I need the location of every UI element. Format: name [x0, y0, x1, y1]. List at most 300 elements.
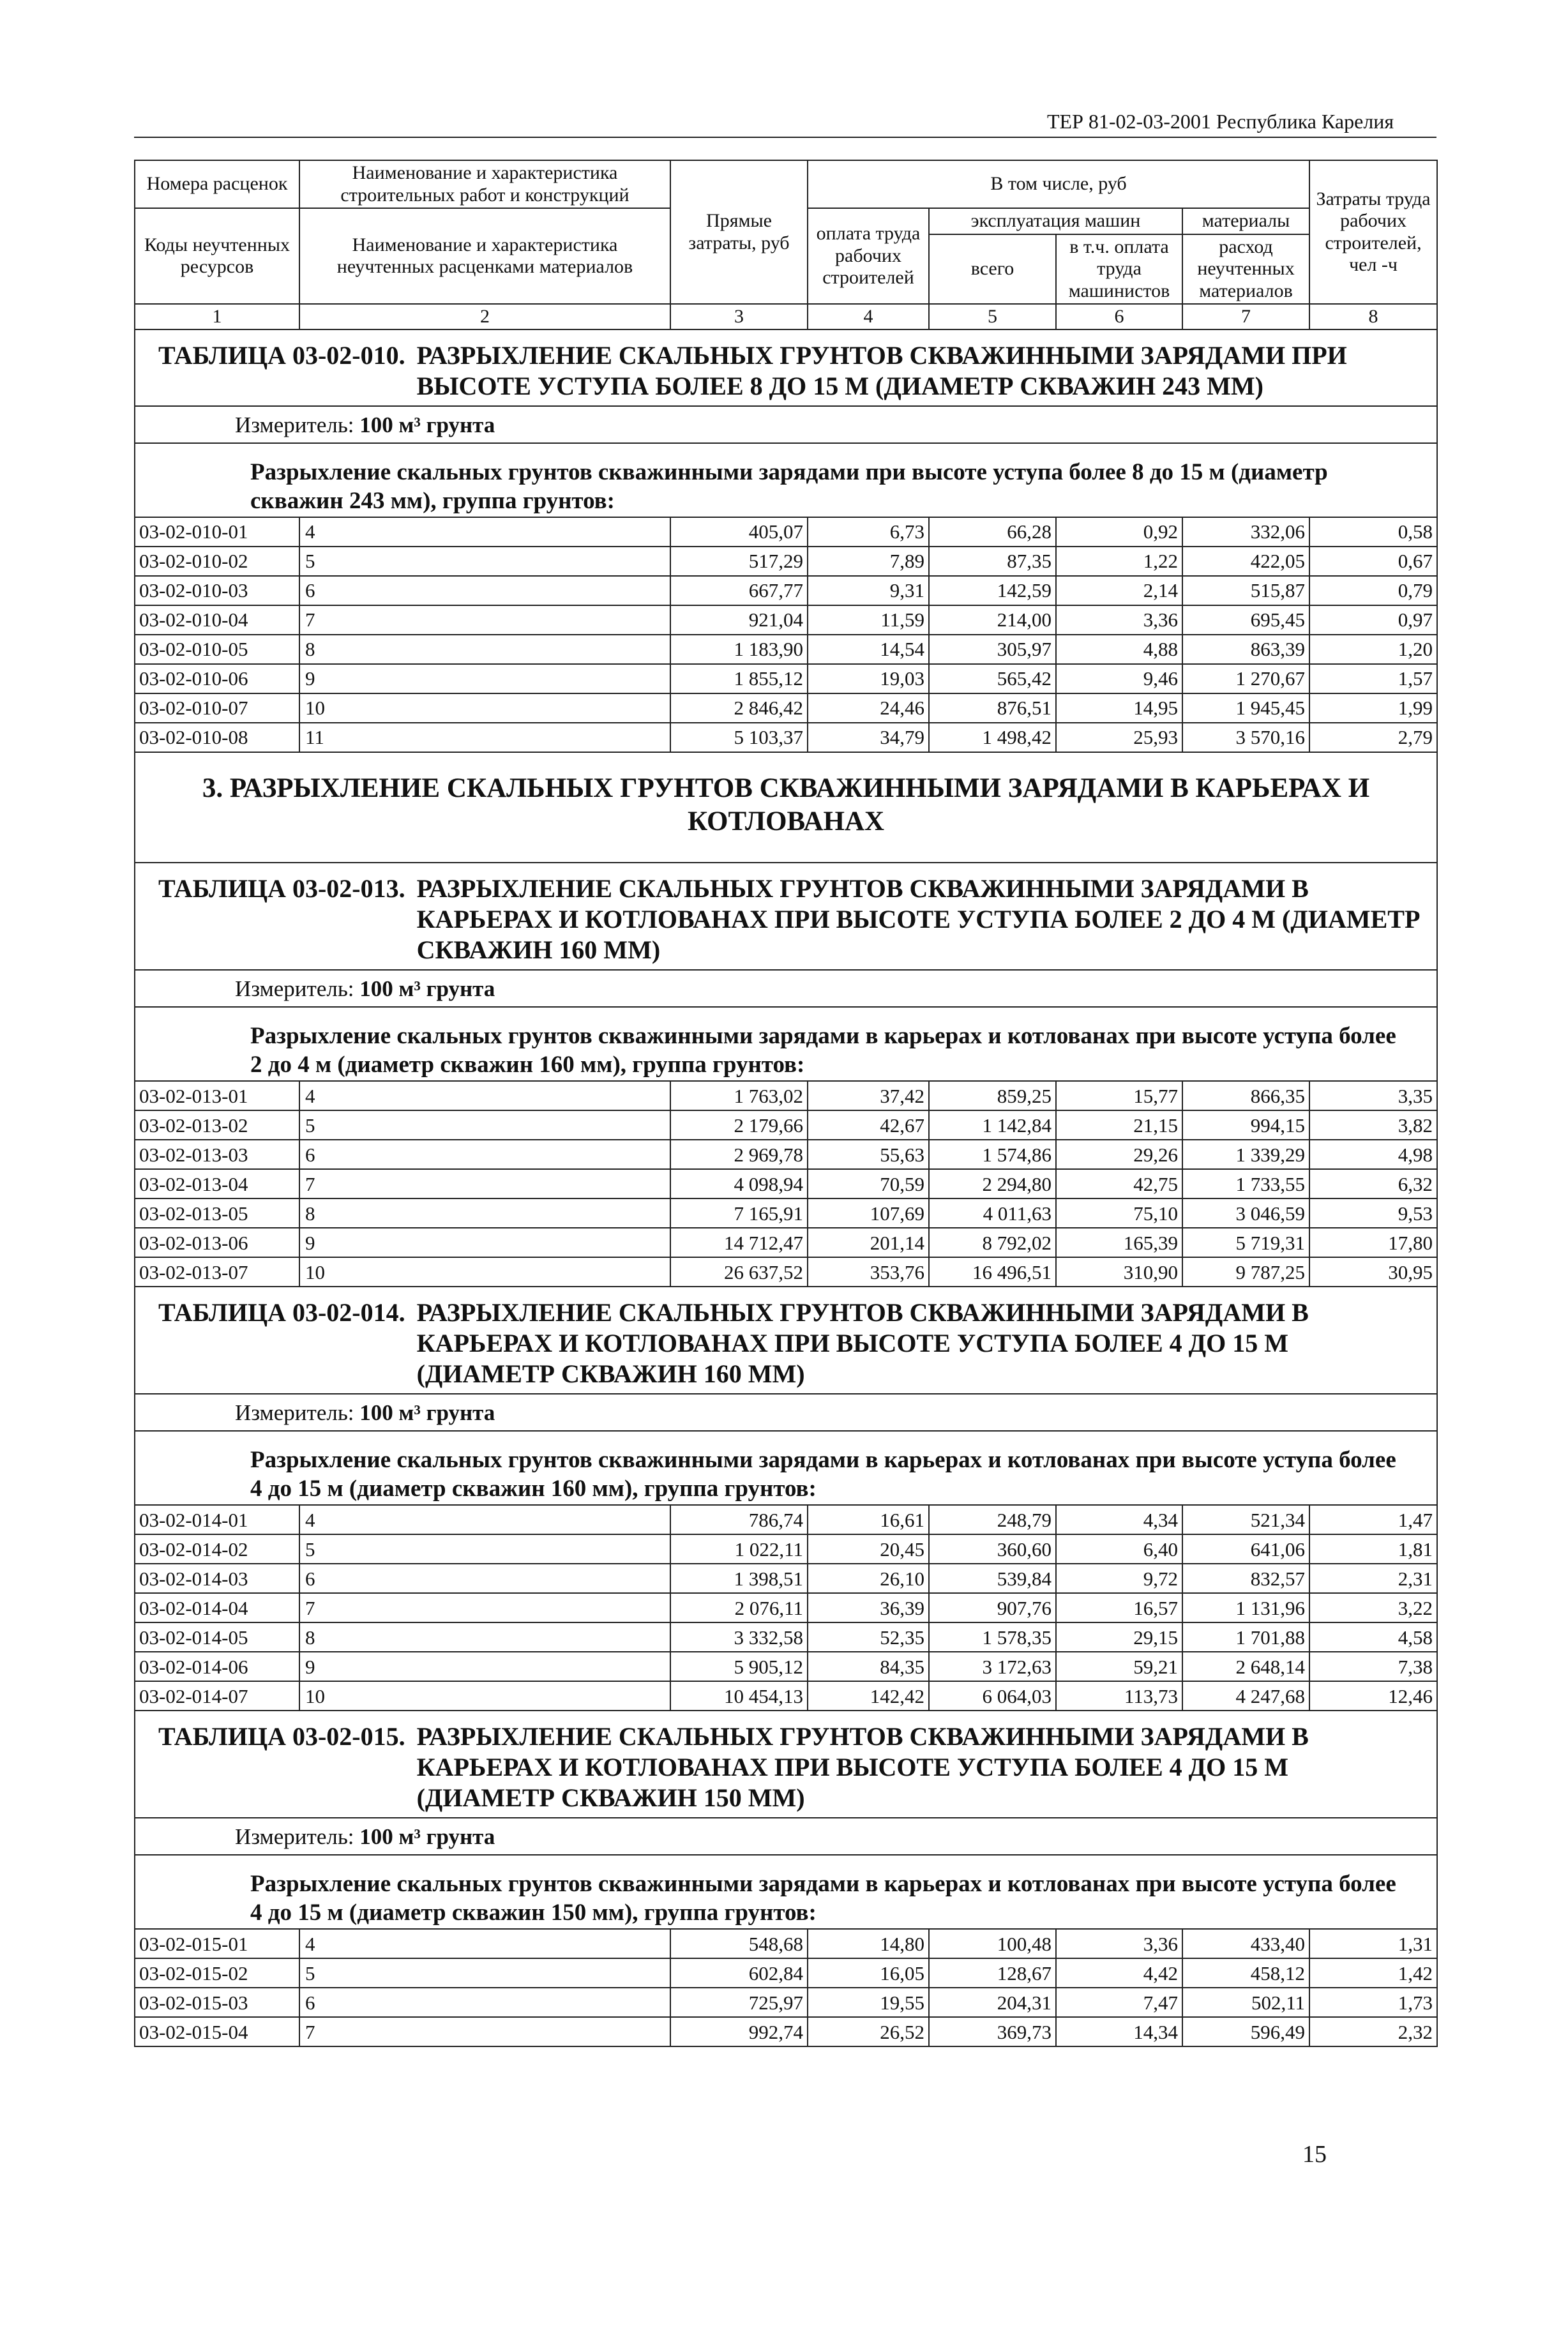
table-row — [135, 1257, 1437, 1287]
table-row — [135, 1593, 1437, 1622]
value-cell: 405,07 — [670, 517, 808, 547]
rate-code: 03-02-014-01 — [135, 1505, 299, 1534]
value-cell: 422,05 — [1182, 547, 1309, 576]
rate-code: 03-02-015-01 — [135, 1929, 299, 1958]
value-cell: 37,42 — [808, 1081, 929, 1110]
soil-group: 4 — [299, 1081, 670, 1110]
table-body — [135, 329, 1437, 2046]
value-cell: 4 011,63 — [929, 1198, 1056, 1228]
value-cell: 305,97 — [929, 635, 1056, 664]
value-cell: 75,10 — [1056, 1198, 1182, 1228]
measure-value: 100 м³ грунта — [359, 1824, 495, 1850]
value-cell: 248,79 — [929, 1505, 1056, 1534]
soil-group: 11 — [299, 723, 670, 752]
value-cell: 6,40 — [1056, 1534, 1182, 1564]
value-cell: 863,39 — [1182, 635, 1309, 664]
value-cell: 4 098,94 — [670, 1169, 808, 1198]
value-cell: 1 701,88 — [1182, 1622, 1309, 1652]
value-cell: 832,57 — [1182, 1564, 1309, 1593]
col-number: 3 — [670, 304, 808, 329]
value-cell: 667,77 — [670, 576, 808, 605]
value-cell: 1 142,84 — [929, 1110, 1056, 1140]
value-cell: 3 172,63 — [929, 1652, 1056, 1681]
soil-group: 5 — [299, 547, 670, 576]
soil-group: 7 — [299, 1593, 670, 1622]
value-cell: 517,29 — [670, 547, 808, 576]
value-cell: 26,10 — [808, 1564, 929, 1593]
table-heading: РАЗРЫХЛЕНИЕ СКАЛЬНЫХ ГРУНТОВ СКВАЖИННЫМИ ЗАРЯДАМИ ПРИ ВЫСОТЕ УСТУПА БОЛЕЕ 8 ДО 15 М (ДИАМЕТР СКВАЖИН 243 ММ) — [416, 341, 1347, 400]
rate-code: 03-02-013-01 — [135, 1081, 299, 1110]
col-labor-pay: оплата труда рабочих строителей — [808, 208, 929, 304]
table-heading: РАЗРЫХЛЕНИЕ СКАЛЬНЫХ ГРУНТОВ СКВАЖИННЫМИ ЗАРЯДАМИ В КАРЬЕРАХ И КОТЛОВАНАХ ПРИ ВЫСОТЕ УСТУПА БОЛЕЕ 4 ДО 15 М (ДИАМЕТР СКВАЖИН 160 ММ) — [416, 1298, 1309, 1389]
value-cell: 907,76 — [929, 1593, 1056, 1622]
value-cell: 42,75 — [1056, 1169, 1182, 1198]
value-cell: 994,15 — [1182, 1110, 1309, 1140]
rate-code: 03-02-014-02 — [135, 1534, 299, 1564]
value-cell: 6 064,03 — [929, 1681, 1056, 1711]
value-cell: 360,60 — [929, 1534, 1056, 1564]
table-row — [135, 1652, 1437, 1681]
col-including: В том числе, руб — [808, 160, 1309, 208]
measure-row — [135, 1394, 1437, 1431]
soil-group: 4 — [299, 1505, 670, 1534]
value-cell: 9,46 — [1056, 664, 1182, 693]
value-cell: 310,90 — [1056, 1257, 1182, 1287]
subtitle-row — [135, 1007, 1437, 1081]
value-cell: 25,93 — [1056, 723, 1182, 752]
soil-group: 9 — [299, 664, 670, 693]
value-cell: 3 046,59 — [1182, 1198, 1309, 1228]
table-heading: РАЗРЫХЛЕНИЕ СКАЛЬНЫХ ГРУНТОВ СКВАЖИННЫМИ ЗАРЯДАМИ В КАРЬЕРАХ И КОТЛОВАНАХ ПРИ ВЫСОТЕ УСТУПА БОЛЕЕ 4 ДО 15 М (ДИАМЕТР СКВАЖИН 150 ММ) — [416, 1722, 1309, 1813]
soil-group: 9 — [299, 1228, 670, 1257]
rate-code: 03-02-010-01 — [135, 517, 299, 547]
table-row — [135, 517, 1437, 547]
value-cell: 641,06 — [1182, 1534, 1309, 1564]
col-machines-pay: в т.ч. оплата труда машинистов — [1056, 234, 1182, 305]
soil-group: 5 — [299, 1958, 670, 1988]
soil-group: 8 — [299, 1622, 670, 1652]
subtitle-row — [135, 443, 1437, 517]
value-cell: 786,74 — [670, 1505, 808, 1534]
value-cell: 369,73 — [929, 2017, 1056, 2046]
work-description: Разрыхление скальных грунтов скважинными зарядами в карьерах и котлованах при высоте уступа более 4 до 15 м (диаметр скважин 160 мм), группа грунтов: — [135, 1431, 1437, 1505]
value-cell: 30,95 — [1309, 1257, 1437, 1287]
value-cell: 565,42 — [929, 664, 1056, 693]
table-row — [135, 1110, 1437, 1140]
table-title — [158, 873, 1429, 965]
value-cell: 214,00 — [929, 605, 1056, 635]
measure-value: 100 м³ грунта — [359, 1400, 495, 1426]
measure-label: Измеритель: — [235, 1400, 354, 1426]
table-row — [135, 1622, 1437, 1652]
value-cell: 17,80 — [1309, 1228, 1437, 1257]
table-row — [135, 1988, 1437, 2017]
value-cell: 1,73 — [1309, 1988, 1437, 2017]
value-cell: 1,20 — [1309, 635, 1437, 664]
soil-group: 6 — [299, 1564, 670, 1593]
rate-code: 03-02-010-04 — [135, 605, 299, 635]
measure-cell — [135, 1394, 1437, 1431]
measure-cell — [135, 1818, 1437, 1855]
measure-cell — [135, 406, 1437, 443]
value-cell: 15,77 — [1056, 1081, 1182, 1110]
value-cell: 725,97 — [670, 1988, 808, 2017]
col-number: 5 — [929, 304, 1056, 329]
value-cell: 1 498,42 — [929, 723, 1056, 752]
value-cell: 36,39 — [808, 1593, 929, 1622]
value-cell: 24,46 — [808, 693, 929, 723]
col-labor-hours: Затраты труда рабочих строителей, чел -ч — [1309, 160, 1437, 304]
subtitle-row — [135, 1431, 1437, 1505]
table-title-row — [135, 1711, 1437, 1818]
value-cell: 20,45 — [808, 1534, 929, 1564]
col-number: 2 — [299, 304, 670, 329]
value-cell: 12,46 — [1309, 1681, 1437, 1711]
table-row — [135, 1228, 1437, 1257]
work-description: Разрыхление скальных грунтов скважинными зарядами при высоте уступа более 8 до 15 м (диаметр скважин 243 мм), группа грунтов: — [135, 443, 1437, 517]
value-cell: 3,22 — [1309, 1593, 1437, 1622]
value-cell: 0,97 — [1309, 605, 1437, 635]
header-rule — [134, 137, 1436, 138]
table-title-row — [135, 1287, 1437, 1394]
rate-code: 03-02-013-07 — [135, 1257, 299, 1287]
value-cell: 8 792,02 — [929, 1228, 1056, 1257]
value-cell: 458,12 — [1182, 1958, 1309, 1988]
value-cell: 695,45 — [1182, 605, 1309, 635]
col-code-bottom: Коды неучтенных ресурсов — [135, 208, 299, 304]
col-number: 8 — [1309, 304, 1437, 329]
value-cell: 16,57 — [1056, 1593, 1182, 1622]
value-cell: 1,57 — [1309, 664, 1437, 693]
value-cell: 3,82 — [1309, 1110, 1437, 1140]
col-machines: эксплуатация машин — [929, 208, 1182, 234]
value-cell: 2 294,80 — [929, 1169, 1056, 1198]
rate-code: 03-02-015-03 — [135, 1988, 299, 2017]
value-cell: 2,79 — [1309, 723, 1437, 752]
table-row — [135, 723, 1437, 752]
soil-group: 9 — [299, 1652, 670, 1681]
soil-group: 4 — [299, 517, 670, 547]
rate-code: 03-02-013-04 — [135, 1169, 299, 1198]
col-number: 6 — [1056, 304, 1182, 329]
value-cell: 1 763,02 — [670, 1081, 808, 1110]
table-title-cell — [135, 863, 1437, 970]
rate-code: 03-02-010-02 — [135, 547, 299, 576]
value-cell: 113,73 — [1056, 1681, 1182, 1711]
rate-code: 03-02-014-04 — [135, 1593, 299, 1622]
work-description: Разрыхление скальных грунтов скважинными зарядами в карьерах и котлованах при высоте уступа более 2 до 4 м (диаметр скважин 160 мм), группа грунтов: — [135, 1007, 1437, 1081]
value-cell: 6,73 — [808, 517, 929, 547]
measure-cell — [135, 970, 1437, 1007]
value-cell: 433,40 — [1182, 1929, 1309, 1958]
value-cell: 2,14 — [1056, 576, 1182, 605]
rate-code: 03-02-013-02 — [135, 1110, 299, 1140]
value-cell: 3 570,16 — [1182, 723, 1309, 752]
value-cell: 9 787,25 — [1182, 1257, 1309, 1287]
rate-code: 03-02-013-05 — [135, 1198, 299, 1228]
value-cell: 11,59 — [808, 605, 929, 635]
table-row — [135, 1198, 1437, 1228]
value-cell: 602,84 — [670, 1958, 808, 1988]
value-cell: 921,04 — [670, 605, 808, 635]
soil-group: 10 — [299, 693, 670, 723]
rate-code: 03-02-015-02 — [135, 1958, 299, 1988]
rate-code: 03-02-010-07 — [135, 693, 299, 723]
soil-group: 8 — [299, 635, 670, 664]
value-cell: 52,35 — [808, 1622, 929, 1652]
value-cell: 165,39 — [1056, 1228, 1182, 1257]
column-header — [135, 160, 1437, 329]
value-cell: 4,58 — [1309, 1622, 1437, 1652]
measure-value: 100 м³ грунта — [359, 412, 495, 437]
value-cell: 14,54 — [808, 635, 929, 664]
value-cell: 0,92 — [1056, 517, 1182, 547]
value-cell: 0,58 — [1309, 517, 1437, 547]
value-cell: 87,35 — [929, 547, 1056, 576]
value-cell: 5 103,37 — [670, 723, 808, 752]
value-cell: 204,31 — [929, 1988, 1056, 2017]
col-number: 4 — [808, 304, 929, 329]
table-heading: РАЗРЫХЛЕНИЕ СКАЛЬНЫХ ГРУНТОВ СКВАЖИННЫМИ ЗАРЯДАМИ В КАРЬЕРАХ И КОТЛОВАНАХ ПРИ ВЫСОТЕ УСТУПА БОЛЕЕ 2 ДО 4 М (ДИАМЕТР СКВАЖИН 160 ММ) — [416, 874, 1421, 965]
col-materials: материалы — [1182, 208, 1309, 234]
value-cell: 70,59 — [808, 1169, 929, 1198]
table-row — [135, 2017, 1437, 2046]
value-cell: 1,22 — [1056, 547, 1182, 576]
table-row — [135, 1140, 1437, 1169]
table-title-cell — [135, 1287, 1437, 1394]
value-cell: 84,35 — [808, 1652, 929, 1681]
value-cell: 332,06 — [1182, 517, 1309, 547]
value-cell: 16,05 — [808, 1958, 929, 1988]
value-cell: 26,52 — [808, 2017, 929, 2046]
document-header: ТЕР 81-02-03-2001 Республика Карелия — [1047, 110, 1394, 133]
value-cell: 539,84 — [929, 1564, 1056, 1593]
measure-label: Измеритель: — [235, 976, 354, 1002]
value-cell: 10 454,13 — [670, 1681, 808, 1711]
value-cell: 515,87 — [1182, 576, 1309, 605]
value-cell: 2 076,11 — [670, 1593, 808, 1622]
value-cell: 3,36 — [1056, 1929, 1182, 1958]
value-cell: 2,31 — [1309, 1564, 1437, 1593]
soil-group: 6 — [299, 1140, 670, 1169]
table-label: ТАБЛИЦА 03-02-015. — [158, 1722, 405, 1751]
value-cell: 4 247,68 — [1182, 1681, 1309, 1711]
rate-code: 03-02-014-03 — [135, 1564, 299, 1593]
col-materials-sub: расход неучтенных материалов — [1182, 234, 1309, 305]
value-cell: 1 131,96 — [1182, 1593, 1309, 1622]
measure-row — [135, 1818, 1437, 1855]
rate-code: 03-02-013-03 — [135, 1140, 299, 1169]
col-number: 1 — [135, 304, 299, 329]
value-cell: 596,49 — [1182, 2017, 1309, 2046]
table-row — [135, 1169, 1437, 1198]
value-cell: 3,36 — [1056, 605, 1182, 635]
value-cell: 7,38 — [1309, 1652, 1437, 1681]
value-cell: 1 398,51 — [670, 1564, 808, 1593]
value-cell: 7,47 — [1056, 1988, 1182, 2017]
value-cell: 1,81 — [1309, 1534, 1437, 1564]
value-cell: 0,67 — [1309, 547, 1437, 576]
table-row — [135, 1681, 1437, 1711]
table-row — [135, 1929, 1437, 1958]
value-cell: 7 165,91 — [670, 1198, 808, 1228]
page-number: 15 — [1302, 2141, 1327, 2168]
value-cell: 9,53 — [1309, 1198, 1437, 1228]
rate-code: 03-02-010-08 — [135, 723, 299, 752]
table-row — [135, 1958, 1437, 1988]
value-cell: 1,42 — [1309, 1958, 1437, 1988]
table-row — [135, 547, 1437, 576]
table-label: ТАБЛИЦА 03-02-014. — [158, 1298, 405, 1327]
value-cell: 2,32 — [1309, 2017, 1437, 2046]
value-cell: 107,69 — [808, 1198, 929, 1228]
table-label: ТАБЛИЦА 03-02-013. — [158, 874, 405, 903]
table-title-cell — [135, 329, 1437, 406]
table-row — [135, 605, 1437, 635]
value-cell: 3,35 — [1309, 1081, 1437, 1110]
value-cell: 1 183,90 — [670, 635, 808, 664]
value-cell: 14,95 — [1056, 693, 1182, 723]
value-cell: 29,26 — [1056, 1140, 1182, 1169]
rate-code: 03-02-015-04 — [135, 2017, 299, 2046]
table-row — [135, 693, 1437, 723]
measure-label: Измеритель: — [235, 412, 354, 437]
value-cell: 142,59 — [929, 576, 1056, 605]
col-machines-total: всего — [929, 234, 1056, 305]
col-direct-costs: Прямые затраты, руб — [670, 160, 808, 304]
value-cell: 14 712,47 — [670, 1228, 808, 1257]
value-cell: 16 496,51 — [929, 1257, 1056, 1287]
value-cell: 26 637,52 — [670, 1257, 808, 1287]
table-row — [135, 664, 1437, 693]
value-cell: 201,14 — [808, 1228, 929, 1257]
soil-group: 7 — [299, 1169, 670, 1198]
rate-code: 03-02-010-06 — [135, 664, 299, 693]
soil-group: 5 — [299, 1534, 670, 1564]
value-cell: 548,68 — [670, 1929, 808, 1958]
value-cell: 14,80 — [808, 1929, 929, 1958]
table-label: ТАБЛИЦА 03-02-010. — [158, 341, 405, 370]
value-cell: 1 270,67 — [1182, 664, 1309, 693]
value-cell: 3 332,58 — [670, 1622, 808, 1652]
value-cell: 353,76 — [808, 1257, 929, 1287]
rate-code: 03-02-010-05 — [135, 635, 299, 664]
table-title-cell — [135, 1711, 1437, 1818]
value-cell: 4,88 — [1056, 635, 1182, 664]
value-cell: 1 578,35 — [929, 1622, 1056, 1652]
table-row — [135, 1534, 1437, 1564]
value-cell: 9,31 — [808, 576, 929, 605]
col-name-top: Наименование и характеристика строительных работ и конструкций — [299, 160, 670, 208]
rate-code: 03-02-010-03 — [135, 576, 299, 605]
value-cell: 5 719,31 — [1182, 1228, 1309, 1257]
soil-group: 6 — [299, 576, 670, 605]
value-cell: 9,72 — [1056, 1564, 1182, 1593]
table-row — [135, 1505, 1437, 1534]
section-row — [135, 752, 1437, 863]
value-cell: 4,98 — [1309, 1140, 1437, 1169]
value-cell: 521,34 — [1182, 1505, 1309, 1534]
value-cell: 34,79 — [808, 723, 929, 752]
table-title — [158, 1721, 1429, 1813]
col-number: 7 — [1182, 304, 1309, 329]
measure-row — [135, 970, 1437, 1007]
value-cell: 0,79 — [1309, 576, 1437, 605]
table-row — [135, 1564, 1437, 1593]
soil-group: 10 — [299, 1681, 670, 1711]
table-row — [135, 635, 1437, 664]
value-cell: 2 179,66 — [670, 1110, 808, 1140]
value-cell: 19,03 — [808, 664, 929, 693]
value-cell: 1 022,11 — [670, 1534, 808, 1564]
soil-group: 6 — [299, 1988, 670, 2017]
table-row — [135, 1081, 1437, 1110]
soil-group: 5 — [299, 1110, 670, 1140]
value-cell: 1 945,45 — [1182, 693, 1309, 723]
value-cell: 866,35 — [1182, 1081, 1309, 1110]
table-title-row — [135, 863, 1437, 970]
value-cell: 1 855,12 — [670, 664, 808, 693]
value-cell: 2 846,42 — [670, 693, 808, 723]
value-cell: 55,63 — [808, 1140, 929, 1169]
value-cell: 42,67 — [808, 1110, 929, 1140]
rate-code: 03-02-014-05 — [135, 1622, 299, 1652]
value-cell: 14,34 — [1056, 2017, 1182, 2046]
value-cell: 6,32 — [1309, 1169, 1437, 1198]
value-cell: 142,42 — [808, 1681, 929, 1711]
measure-value: 100 м³ грунта — [359, 976, 495, 1002]
value-cell: 876,51 — [929, 693, 1056, 723]
value-cell: 2 969,78 — [670, 1140, 808, 1169]
value-cell: 19,55 — [808, 1988, 929, 2017]
soil-group: 7 — [299, 2017, 670, 2046]
table-row — [135, 576, 1437, 605]
value-cell: 1 339,29 — [1182, 1140, 1309, 1169]
measure-label: Измеритель: — [235, 1824, 354, 1850]
soil-group: 7 — [299, 605, 670, 635]
work-description: Разрыхление скальных грунтов скважинными зарядами в карьерах и котлованах при высоте уступа более 4 до 15 м (диаметр скважин 150 мм), группа грунтов: — [135, 1855, 1437, 1929]
value-cell: 59,21 — [1056, 1652, 1182, 1681]
rate-code: 03-02-013-06 — [135, 1228, 299, 1257]
value-cell: 4,42 — [1056, 1958, 1182, 1988]
section-title: 3. РАЗРЫХЛЕНИЕ СКАЛЬНЫХ ГРУНТОВ СКВАЖИННЫМИ ЗАРЯДАМИ В КАРЬЕРАХ И КОТЛОВАНАХ — [135, 752, 1437, 863]
value-cell: 29,15 — [1056, 1622, 1182, 1652]
rate-code: 03-02-014-07 — [135, 1681, 299, 1711]
value-cell: 1 733,55 — [1182, 1169, 1309, 1198]
value-cell: 5 905,12 — [670, 1652, 808, 1681]
table-title-row — [135, 329, 1437, 406]
table-title — [158, 340, 1429, 402]
value-cell: 128,67 — [929, 1958, 1056, 1988]
value-cell: 1,99 — [1309, 693, 1437, 723]
soil-group: 8 — [299, 1198, 670, 1228]
value-cell: 1,31 — [1309, 1929, 1437, 1958]
value-cell: 16,61 — [808, 1505, 929, 1534]
table-title — [158, 1297, 1429, 1389]
col-code-top: Номера расценок — [135, 160, 299, 208]
value-cell: 21,15 — [1056, 1110, 1182, 1140]
value-cell: 502,11 — [1182, 1988, 1309, 2017]
value-cell: 859,25 — [929, 1081, 1056, 1110]
rates-sheet — [134, 160, 1436, 2047]
value-cell: 1,47 — [1309, 1505, 1437, 1534]
value-cell: 7,89 — [808, 547, 929, 576]
value-cell: 1 574,86 — [929, 1140, 1056, 1169]
value-cell: 992,74 — [670, 2017, 808, 2046]
value-cell: 100,48 — [929, 1929, 1056, 1958]
measure-row — [135, 406, 1437, 443]
col-name-bottom: Наименование и характеристика неучтенных расценками материалов — [299, 208, 670, 304]
